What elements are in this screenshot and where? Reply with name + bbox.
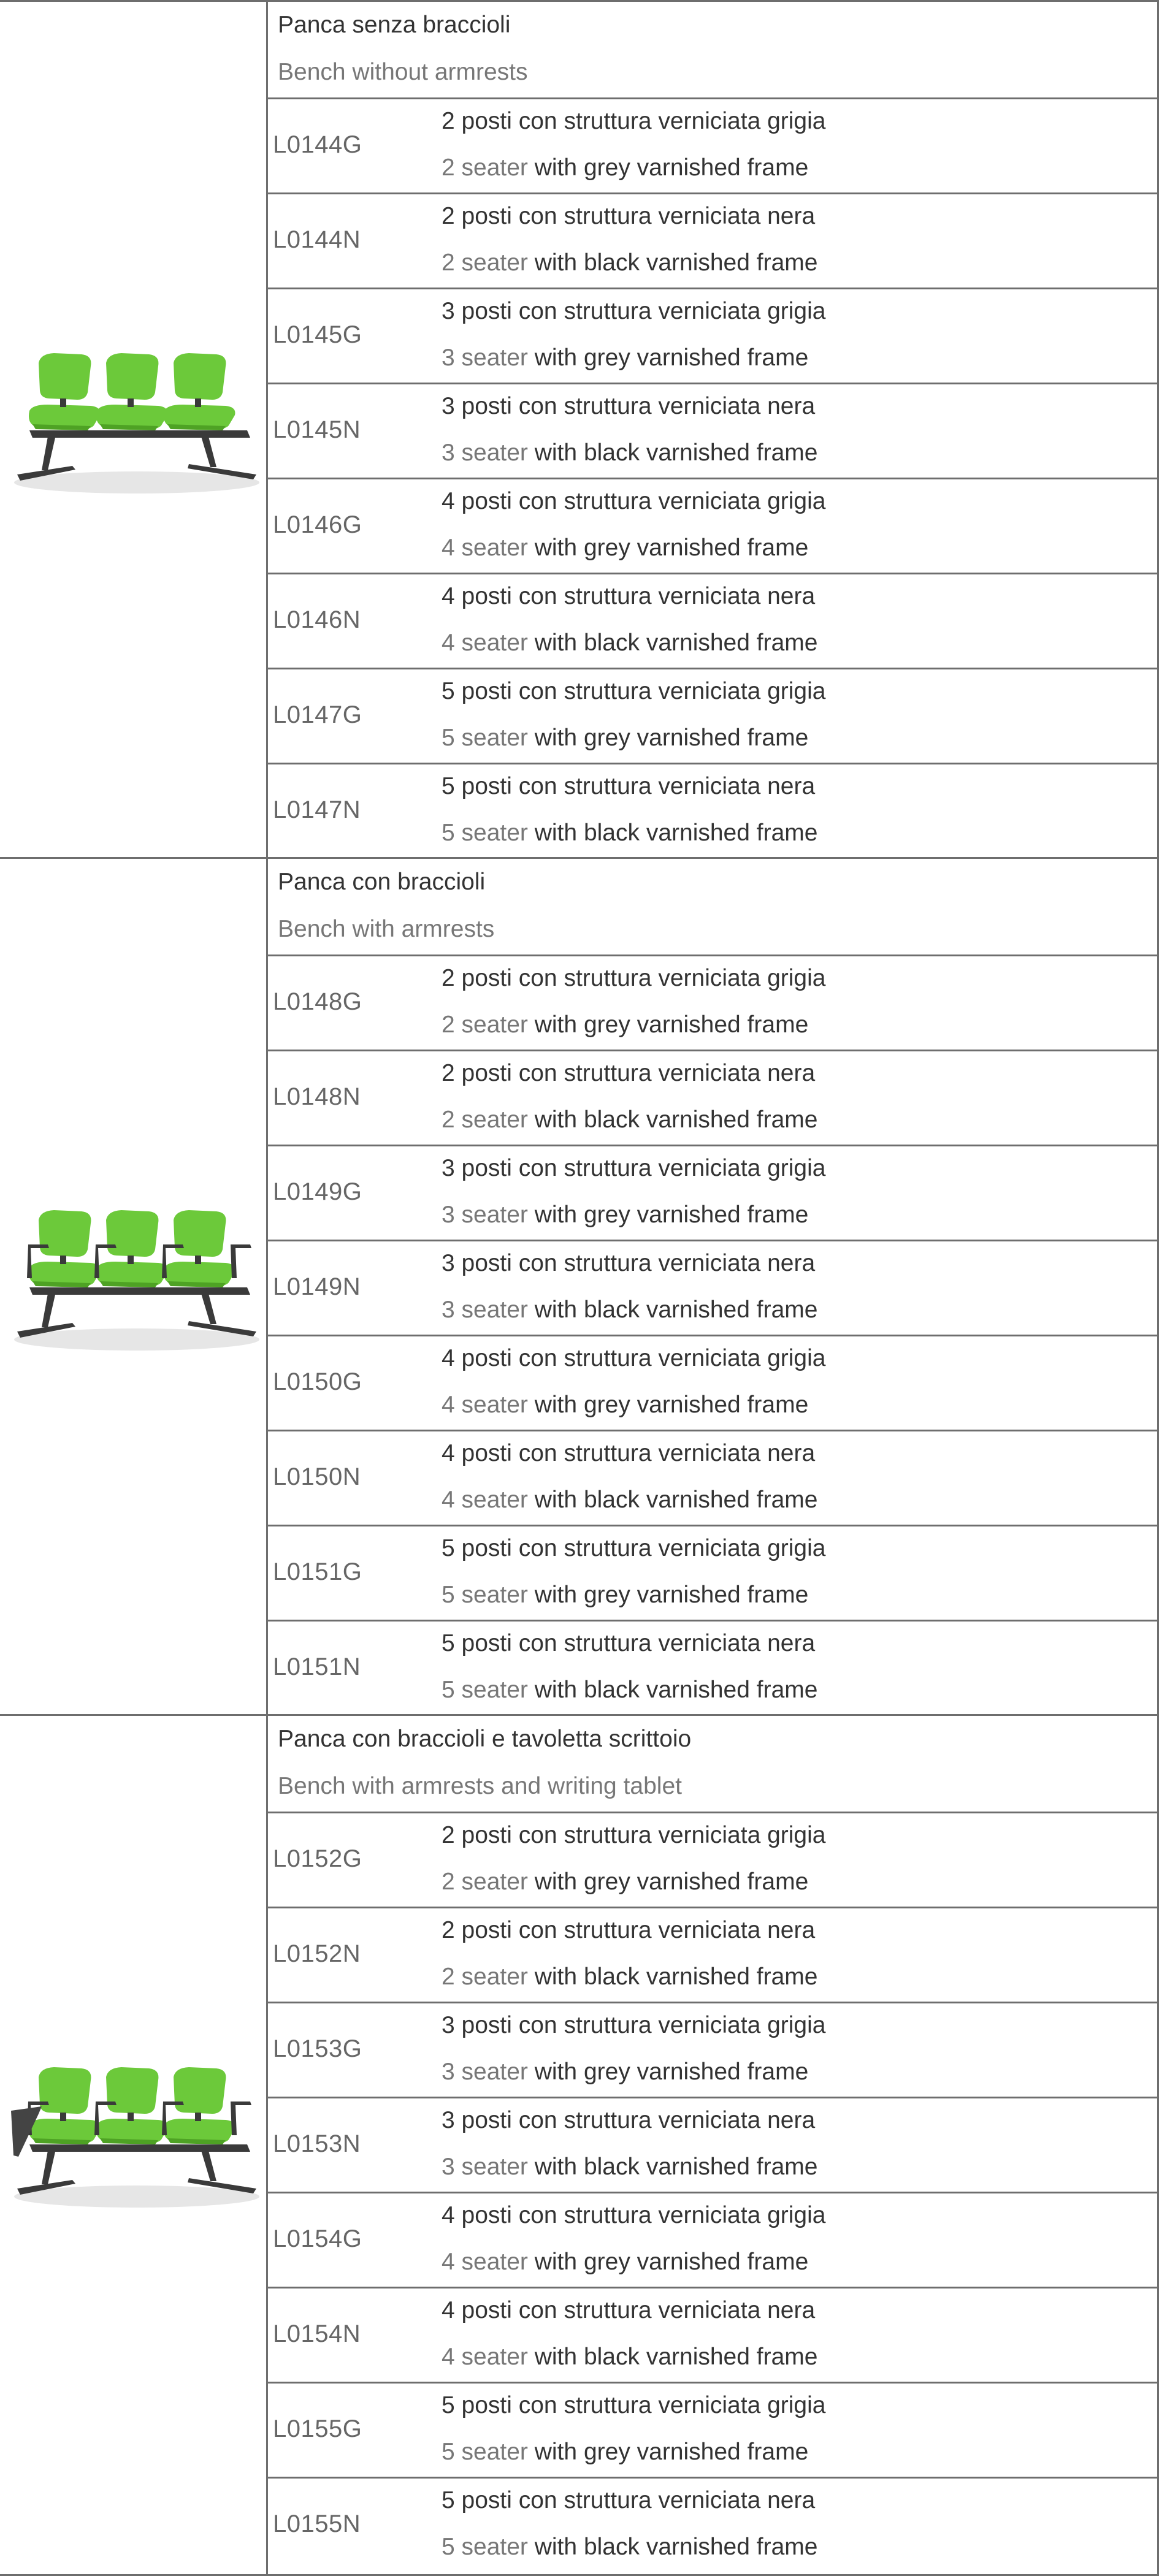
section-header <box>268 1716 1157 1810</box>
frame-description: with black varnished frame <box>527 820 818 846</box>
description-it: 2 posti con struttura verniciata grigia <box>442 1822 826 1848</box>
description-en <box>442 440 817 467</box>
product-row <box>268 1812 1157 1907</box>
frame-description: with grey varnished frame <box>527 1012 809 1038</box>
product-row <box>268 1907 1157 2002</box>
seater-count: 2 seater <box>442 1012 528 1038</box>
description-it: 4 posti con struttura verniciata grigia <box>442 488 826 514</box>
frame-description: with grey varnished frame <box>527 1202 809 1228</box>
product-row <box>268 192 1157 288</box>
section-title-en: Bench without armrests <box>278 59 528 85</box>
seater-count: 2 seater <box>442 1964 528 1990</box>
product-row <box>268 763 1157 858</box>
bench-with-armrests-image <box>5 1195 262 1358</box>
description-it: 4 posti con struttura verniciata nera <box>442 583 816 609</box>
description-it: 5 posti con struttura verniciata nera <box>442 1630 816 1656</box>
description-it: 2 posti con struttura verniciata grigia <box>442 965 826 991</box>
product-code: L0152N <box>273 1940 361 1967</box>
frame-description: with black varnished frame <box>527 1297 818 1323</box>
seater-count: 4 seater <box>442 2249 528 2275</box>
seater-count: 3 seater <box>442 440 528 466</box>
frame-description: with grey varnished frame <box>527 154 809 181</box>
frame-description: with grey varnished frame <box>527 2249 809 2275</box>
description-it: 2 posti con struttura verniciata nera <box>442 1060 816 1086</box>
product-code: L0151G <box>273 1558 362 1585</box>
product-code: L0145N <box>273 416 361 443</box>
product-code: L0144N <box>273 226 361 253</box>
product-row <box>268 383 1157 478</box>
section-header <box>268 2 1157 96</box>
description-it: 5 posti con struttura verniciata grigia <box>442 678 826 704</box>
description-en <box>442 630 817 657</box>
product-row <box>268 1050 1157 1145</box>
section-title-it: Panca senza braccioli <box>278 12 511 38</box>
section-title-it: Panca con braccioli <box>278 869 486 895</box>
product-code: L0149G <box>273 1178 362 1205</box>
product-row <box>268 478 1157 573</box>
product-row <box>268 955 1157 1050</box>
description-en <box>442 2249 808 2276</box>
product-row <box>268 2287 1157 2382</box>
description-it: 4 posti con struttura verniciata nera <box>442 2297 816 2323</box>
product-row <box>268 1620 1157 1715</box>
product-code: L0146N <box>273 606 361 633</box>
product-row <box>268 1335 1157 1430</box>
frame-description: with black varnished frame <box>527 2534 818 2560</box>
description-it: 4 posti con struttura verniciata grigia <box>442 1345 826 1371</box>
description-en <box>442 1202 808 1229</box>
product-row <box>268 2477 1157 2572</box>
product-section <box>0 857 1159 1714</box>
product-code: L0150N <box>273 1463 361 1490</box>
product-image-cell <box>0 1716 267 2574</box>
product-code: L0155N <box>273 2510 361 2537</box>
description-it: 5 posti con struttura verniciata nera <box>442 773 816 799</box>
seater-count: 4 seater <box>442 1487 528 1513</box>
product-code: L0145G <box>273 321 362 348</box>
product-row <box>268 97 1157 192</box>
seater-count: 3 seater <box>442 1297 528 1323</box>
product-code: L0154N <box>273 2320 361 2347</box>
description-it: 2 posti con struttura verniciata grigia <box>442 108 826 134</box>
product-row <box>268 668 1157 763</box>
frame-description: with black varnished frame <box>527 1677 818 1703</box>
description-it: 5 posti con struttura verniciata grigia <box>442 2392 826 2418</box>
product-code: L0147G <box>273 701 362 728</box>
bench-with-writing-tablet-image <box>5 2052 262 2215</box>
description-en <box>442 1392 808 1419</box>
description-en <box>442 725 808 752</box>
description-it: 3 posti con struttura verniciata nera <box>442 393 816 419</box>
product-code: L0151N <box>273 1653 361 1680</box>
description-it: 5 posti con struttura verniciata grigia <box>442 1535 826 1561</box>
product-code: L0153N <box>273 2130 361 2157</box>
product-image-cell <box>0 2 267 857</box>
frame-description: with grey varnished frame <box>527 535 809 561</box>
frame-description: with black varnished frame <box>527 630 818 656</box>
section-title-en: Bench with armrests <box>278 916 495 942</box>
description-en <box>442 250 817 276</box>
seater-count: 2 seater <box>442 1107 528 1133</box>
description-en <box>442 2059 808 2086</box>
frame-description: with black varnished frame <box>527 1487 818 1513</box>
product-row <box>268 1525 1157 1620</box>
frame-description: with grey varnished frame <box>527 345 809 371</box>
seater-count: 4 seater <box>442 2344 528 2370</box>
seater-count: 5 seater <box>442 1677 528 1703</box>
product-row <box>268 573 1157 668</box>
product-code: L0148G <box>273 988 362 1015</box>
seater-count: 5 seater <box>442 1582 528 1608</box>
description-en <box>442 1487 817 1514</box>
product-code: L0155G <box>273 2415 362 2442</box>
description-en <box>442 2154 817 2181</box>
description-it: 5 posti con struttura verniciata nera <box>442 2487 816 2513</box>
frame-description: with grey varnished frame <box>527 1392 809 1418</box>
frame-description: with grey varnished frame <box>527 2059 809 2085</box>
description-en <box>442 2344 817 2371</box>
frame-description: with grey varnished frame <box>527 1582 809 1608</box>
product-row <box>268 2002 1157 2097</box>
seater-count: 2 seater <box>442 1869 528 1895</box>
description-en <box>442 820 817 847</box>
section-title-en: Bench with armrests and writing tablet <box>278 1773 682 1799</box>
frame-description: with grey varnished frame <box>527 2439 809 2465</box>
description-it: 3 posti con struttura verniciata grigia <box>442 2012 826 2038</box>
description-it: 4 posti con struttura verniciata grigia <box>442 2202 826 2228</box>
product-code: L0149N <box>273 1273 361 1300</box>
seater-count: 4 seater <box>442 535 528 561</box>
description-it: 3 posti con struttura verniciata grigia <box>442 298 826 324</box>
frame-description: with black varnished frame <box>527 1964 818 1990</box>
seater-count: 3 seater <box>442 2154 528 2180</box>
description-it: 2 posti con struttura verniciata nera <box>442 203 816 229</box>
description-en <box>442 1964 817 1991</box>
product-row <box>268 2097 1157 2192</box>
description-en <box>442 1297 817 1324</box>
frame-description: with black varnished frame <box>527 440 818 466</box>
description-it: 3 posti con struttura verniciata grigia <box>442 1155 826 1181</box>
description-it: 2 posti con struttura verniciata nera <box>442 1917 816 1943</box>
product-section <box>0 0 1159 857</box>
description-en <box>442 1677 817 1704</box>
description-it: 4 posti con struttura verniciata nera <box>442 1440 816 1466</box>
description-en <box>442 1582 808 1609</box>
description-it: 3 posti con struttura verniciata nera <box>442 1250 816 1276</box>
product-image-cell <box>0 859 267 1714</box>
seater-count: 5 seater <box>442 725 528 751</box>
description-en <box>442 535 808 562</box>
seater-count: 5 seater <box>442 820 528 846</box>
section-title-it: Panca con braccioli e tavoletta scrittoio <box>278 1726 692 1752</box>
frame-description: with black varnished frame <box>527 2344 818 2370</box>
product-code: L0152G <box>273 1845 362 1872</box>
description-en <box>442 1107 817 1134</box>
seater-count: 2 seater <box>442 250 528 276</box>
product-code: L0154G <box>273 2225 362 2252</box>
product-row <box>268 1145 1157 1240</box>
frame-description: with black varnished frame <box>527 2154 818 2180</box>
product-row <box>268 1240 1157 1335</box>
description-it: 3 posti con struttura verniciata nera <box>442 2107 816 2133</box>
seater-count: 3 seater <box>442 2059 528 2085</box>
seater-count: 5 seater <box>442 2439 528 2465</box>
description-en <box>442 2534 817 2561</box>
product-row <box>268 288 1157 383</box>
product-section <box>0 1714 1159 2576</box>
product-code: L0146G <box>273 511 362 538</box>
product-row <box>268 2382 1157 2477</box>
seater-count: 5 seater <box>442 2534 528 2560</box>
product-code: L0153G <box>273 2035 362 2062</box>
product-code: L0144G <box>273 131 362 158</box>
description-en <box>442 2439 808 2466</box>
product-code: L0147N <box>273 796 361 823</box>
product-row <box>268 1430 1157 1525</box>
description-en <box>442 345 808 372</box>
description-en <box>442 1012 808 1038</box>
product-code: L0150G <box>273 1368 362 1395</box>
seater-count: 4 seater <box>442 1392 528 1418</box>
description-en <box>442 154 808 181</box>
frame-description: with grey varnished frame <box>527 725 809 751</box>
section-header <box>268 859 1157 953</box>
product-row <box>268 2192 1157 2287</box>
seater-count: 3 seater <box>442 345 528 371</box>
description-en <box>442 1869 808 1896</box>
frame-description: with black varnished frame <box>527 1107 818 1133</box>
seater-count: 3 seater <box>442 1202 528 1228</box>
frame-description: with grey varnished frame <box>527 1869 809 1895</box>
bench-without-armrests-image <box>5 338 262 501</box>
product-code: L0148N <box>273 1083 361 1110</box>
seater-count: 2 seater <box>442 154 528 181</box>
seater-count: 4 seater <box>442 630 528 656</box>
frame-description: with black varnished frame <box>527 250 818 276</box>
